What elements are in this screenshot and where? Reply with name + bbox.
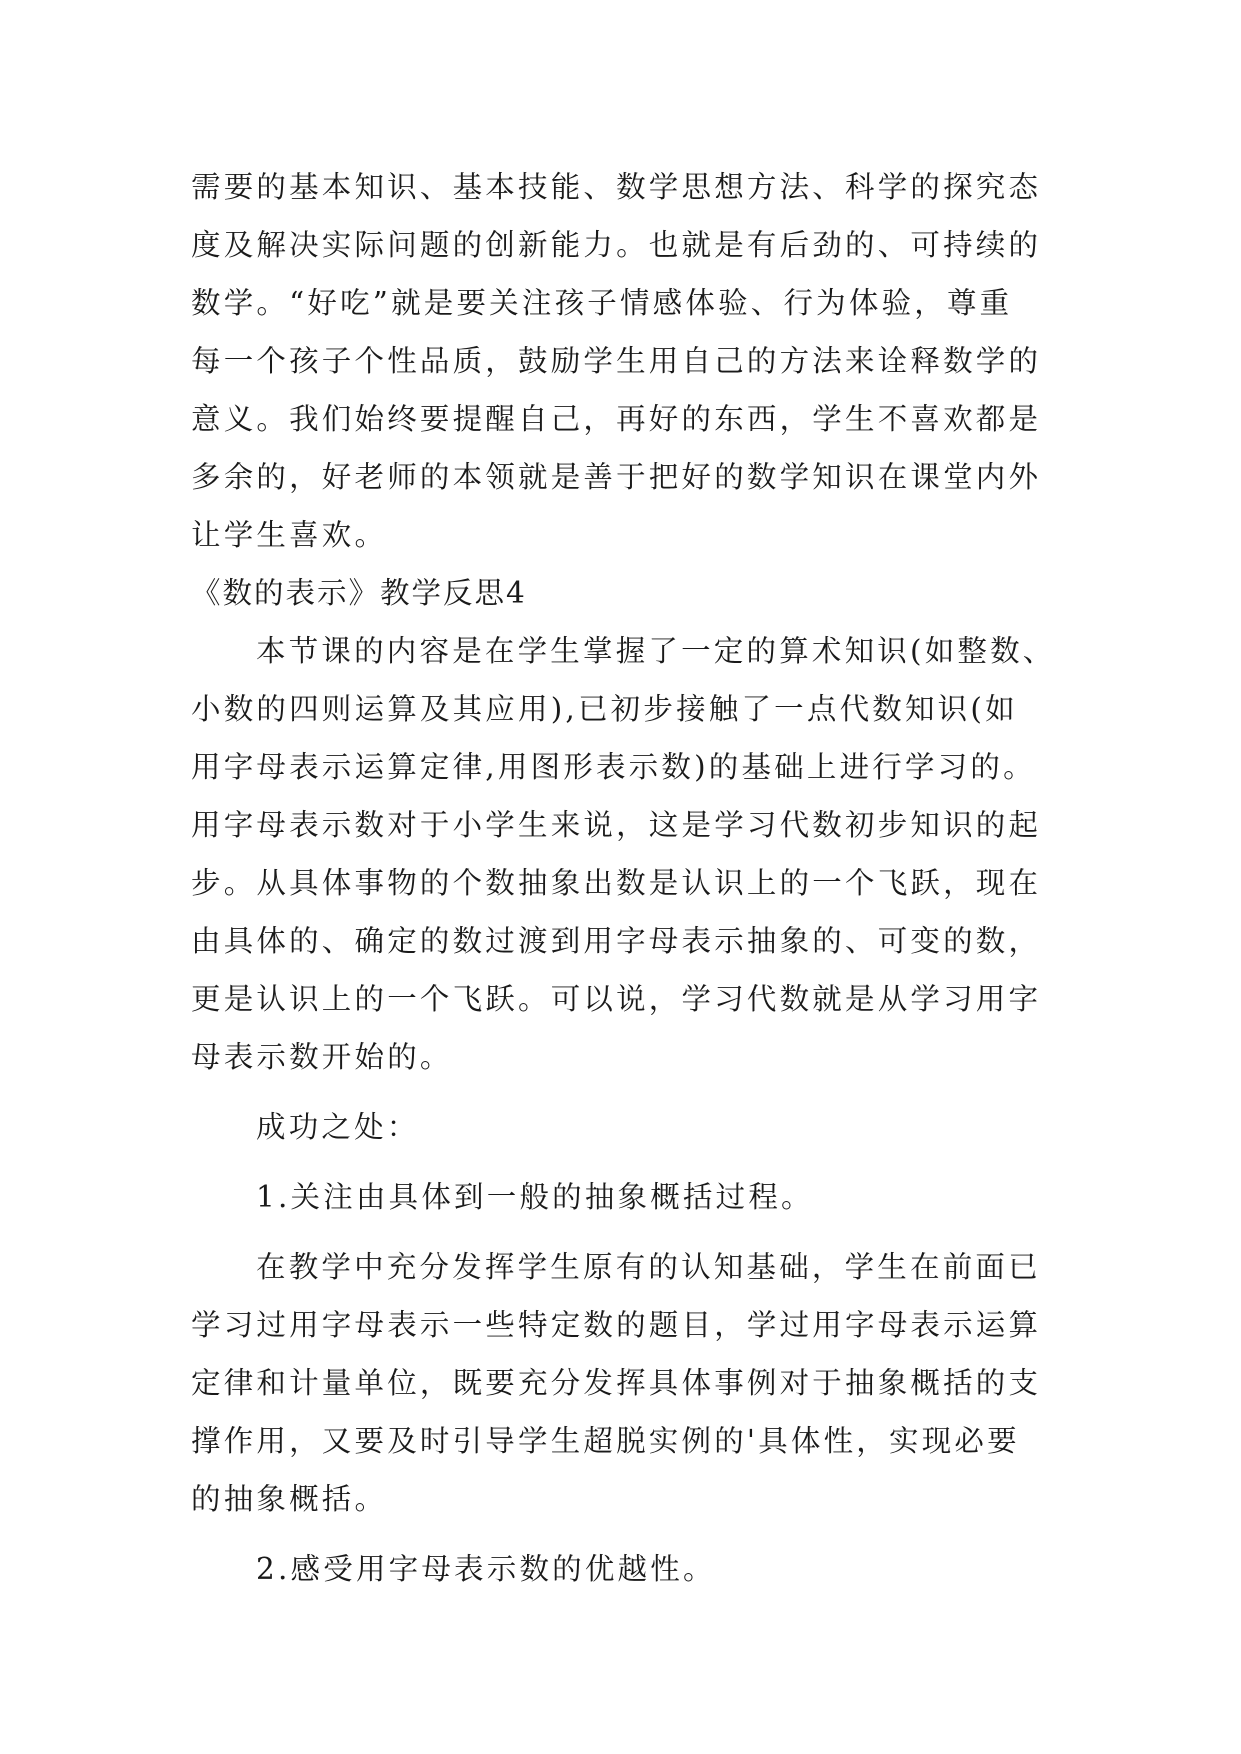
text-line: 多余的，好老师的本领就是善于把好的数学知识在课堂内外 — [191, 460, 1042, 494]
text-line: 意义。我们始终要提醒自己，再好的东西，学生不喜欢都是 — [191, 402, 1042, 436]
paragraph-gap — [191, 1086, 1061, 1098]
point-2-title: 2.感受用字母表示数的优越性。 — [256, 1552, 716, 1586]
text-line: 的抽象概括。 — [191, 1482, 388, 1516]
text-line: 母表示数开始的。 — [191, 1040, 453, 1074]
text-line: 在教学中充分发挥学生原有的认知基础，学生在前面已 — [256, 1250, 1041, 1284]
text-line: 定律和计量单位，既要充分发挥具体事例对于抽象概括的支 — [191, 1366, 1042, 1400]
text-line: 需要的基本知识、基本技能、数学思想方法、科学的探究态 — [191, 170, 1042, 204]
intro-paragraph — [191, 622, 1061, 1086]
text-line: 小数的四则运算及其应用),已初步接触了一点代数知识(如 — [191, 692, 1018, 726]
text-line: 步。从具体事物的个数抽象出数是认识上的一个飞跃，现在 — [191, 866, 1042, 900]
text-line: 数学。“好吃”就是要关注孩子情感体验、行为体验，尊重 — [191, 286, 1013, 320]
text-line: 本节课的内容是在学生掌握了一定的算术知识(如整数、 — [256, 634, 1056, 668]
text-line: 让学生喜欢。 — [191, 518, 388, 552]
text-line: 每一个孩子个性品质，鼓励学生用自己的方法来诠释数学的 — [191, 344, 1042, 378]
text-line: 撑作用，又要及时引导学生超脱实例的'具体性，实现必要 — [191, 1424, 1020, 1458]
text-line: 更是认识上的一个飞跃。可以说，学习代数就是从学习用字 — [191, 982, 1042, 1016]
paragraph-gap — [191, 1226, 1061, 1238]
text-line: 用字母表示运算定律,用图形表示数)的基础上进行学习的。 — [191, 750, 1036, 784]
point-1-title: 1.关注由具体到一般的抽象概括过程。 — [256, 1180, 814, 1214]
text-line: 由具体的、确定的数过渡到用字母表示抽象的、可变的数， — [191, 924, 1042, 958]
text-line: 用字母表示数对于小学生来说，这是学习代数初步知识的起 — [191, 808, 1042, 842]
success-heading: 成功之处： — [256, 1110, 420, 1144]
section-title: 《数的表示》教学反思4 — [191, 576, 527, 610]
point-1-paragraph — [191, 1238, 1061, 1528]
paragraph-gap — [191, 1528, 1061, 1540]
text-line: 度及解决实际问题的创新能力。也就是有后劲的、可持续的 — [191, 228, 1042, 262]
text-line: 学习过用字母表示一些特定数的题目，学过用字母表示运算 — [191, 1308, 1042, 1342]
paragraph-gap — [191, 1156, 1061, 1168]
continuation-paragraph — [191, 158, 1061, 564]
document-body — [191, 158, 1061, 1598]
